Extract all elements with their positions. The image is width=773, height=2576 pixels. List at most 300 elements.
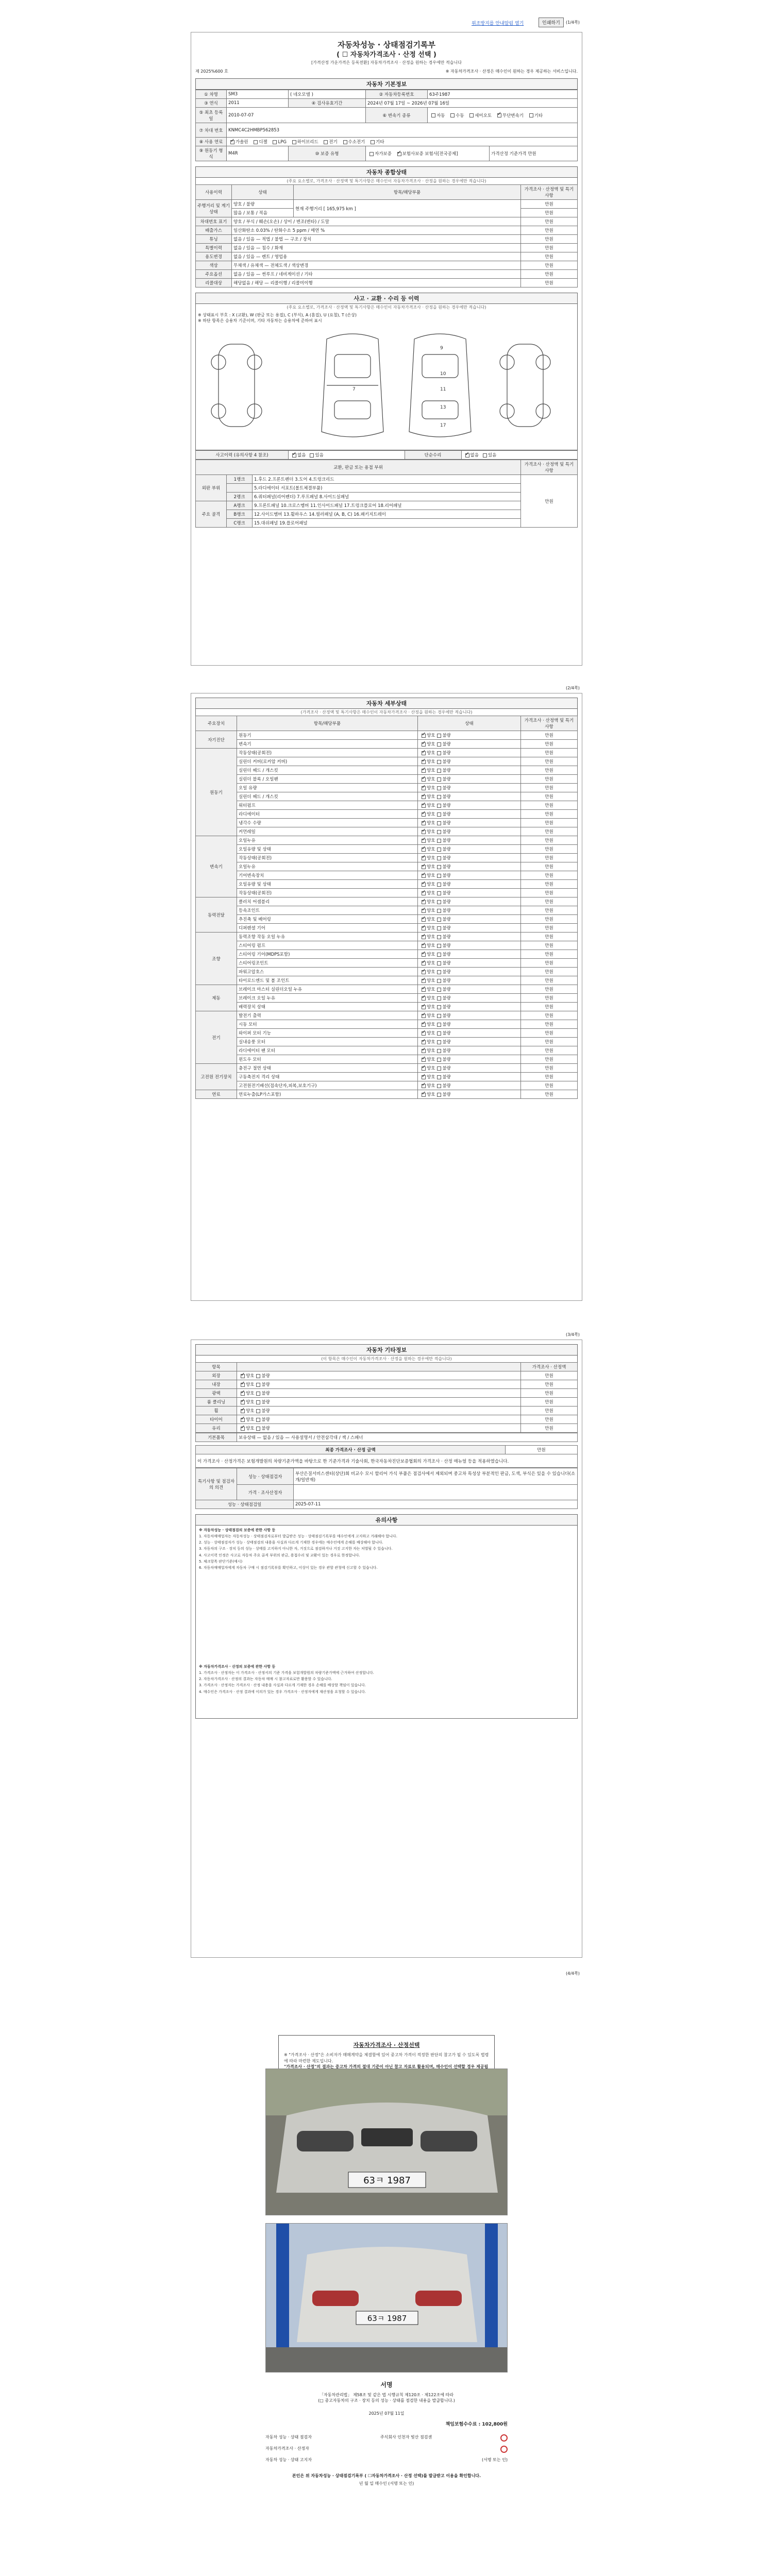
detail-item-label: 시동 모터 bbox=[237, 1020, 418, 1029]
detail-item-state bbox=[418, 880, 521, 889]
state-bad-label: 불량 bbox=[442, 865, 451, 870]
page-2 bbox=[191, 693, 582, 1301]
state-bad-label: 불량 bbox=[442, 987, 451, 992]
sign-foot-2: 년 월 일 매수인 (서명 또는 인) bbox=[359, 2481, 414, 2486]
state-bad-label: 불량 bbox=[442, 768, 451, 773]
status-options-value: 없음 / 있음 — 썬루프 / 네비게이션 / 기타 bbox=[232, 270, 521, 279]
verify-link[interactable]: 위조방지를 안내알림 열기 bbox=[472, 21, 524, 26]
status-row-options: 주요옵션 bbox=[196, 270, 232, 279]
detail-item-state bbox=[418, 784, 521, 792]
state-ok-label: 양호 bbox=[427, 882, 435, 887]
other-row bbox=[196, 1371, 578, 1380]
repair-label: 단순수리 bbox=[405, 451, 461, 460]
label-trans: ⑥ 변속기 종류 bbox=[366, 108, 428, 123]
a-rank-label: A랭크 bbox=[227, 501, 253, 510]
detail-row bbox=[196, 827, 578, 836]
other-item-label: 휠 bbox=[196, 1406, 237, 1415]
state-ok-label: 양호 bbox=[427, 1083, 435, 1089]
state-ok-label: 양호 bbox=[427, 1022, 435, 1027]
detail-row bbox=[196, 1081, 578, 1090]
value-year: 2011 bbox=[227, 99, 289, 108]
check-icon bbox=[422, 821, 426, 825]
state-ok-label: 양호 bbox=[427, 759, 435, 765]
checkbox-icon bbox=[256, 1409, 260, 1413]
detail-item-state bbox=[418, 906, 521, 915]
state-bad-label: 불량 bbox=[442, 1075, 451, 1080]
checkbox-icon bbox=[437, 777, 441, 782]
other-item-label: 외장 bbox=[196, 1371, 237, 1380]
detail-row bbox=[196, 784, 578, 792]
detail-item-label: 스티어링 기어(MDPS포함) bbox=[237, 950, 418, 959]
detail-item-unit: 만원 bbox=[521, 915, 578, 924]
detail-item-unit: 만원 bbox=[521, 1020, 578, 1029]
detail-item-label: 스티어링 펌프 bbox=[237, 941, 418, 950]
detail-row bbox=[196, 968, 578, 976]
check-icon bbox=[422, 1014, 426, 1018]
check-icon bbox=[422, 891, 426, 895]
detail-item-label: 실린더 헤드 / 개스킷 bbox=[237, 766, 418, 775]
sign-row1-left: 자동차 성능 · 상태 점검자 bbox=[265, 2435, 312, 2439]
checkbox-icon bbox=[437, 1040, 441, 1044]
final-note: 이 가격조사 · 산정가격은 보험개발원의 차량기준가액을 바탕으로 한 기준가격과 기술사회, 한국자동차진단보증협회의 가격조사 · 산정 매뉴얼 등을 적용하였습니다. bbox=[196, 1454, 578, 1468]
detail-item-unit: 만원 bbox=[521, 889, 578, 897]
checkbox-icon bbox=[437, 883, 441, 887]
state-ok-label: 양호 bbox=[427, 847, 435, 852]
select-text-2: "가격조사 · 산정"의 결과는 중고차 가격의 절대 기준이 아닌 참고 자료로 활용되며, 매수인이 선택할 경우 제공됩 bbox=[284, 2064, 489, 2070]
caution-sec-1: ※ 자동차성능 · 상태점검의 보증에 관한 사항 등 bbox=[199, 1528, 276, 1532]
caution-line: 3. 자동차의 구조 · 장치 등의 성능 · 상태를 고지하지 아니한 자, 거짓으로 점검하거나 거짓 고지한 자는 처벌될 수 있습니다. bbox=[199, 1547, 393, 1551]
detail-item-state bbox=[418, 950, 521, 959]
state-ok-label: 양호 bbox=[427, 908, 435, 913]
inspect-org-label: 성능 · 상태점검자 bbox=[237, 1468, 294, 1485]
state-ok-label: 양호 bbox=[427, 996, 435, 1001]
sign-fee: 책임보험수수료 : 102,800원 bbox=[445, 2422, 508, 2427]
accident-options: ✓ 없음 있음 bbox=[289, 451, 405, 460]
detail-item-unit: 만원 bbox=[521, 827, 578, 836]
detail-row bbox=[196, 959, 578, 968]
other-item-label: 유리 bbox=[196, 1424, 237, 1433]
accident-label: 사고이력 (유의사항 4 참조) bbox=[196, 451, 289, 460]
checkbox-icon bbox=[256, 1374, 260, 1378]
page-1 bbox=[191, 32, 582, 666]
detail-item-state bbox=[418, 871, 521, 880]
detail-item-label: 와이퍼 모터 기능 bbox=[237, 1029, 418, 1038]
detail-item-unit: 만원 bbox=[521, 766, 578, 775]
detail-item-unit: 만원 bbox=[521, 810, 578, 819]
caution-sec-2: ※ 자동차가격조사 · 산정의 보증에 관한 사항 등 bbox=[199, 1664, 276, 1669]
sign-foot: 본인은 위 자동차성능 · 상태점검기록부 ( ☐자동차가격조사 · 산정 선택)를 발급받고 이용을 확인합니다. bbox=[292, 2473, 481, 2478]
checkbox-icon bbox=[256, 1427, 260, 1431]
status-row-usage: 용도변경 bbox=[196, 252, 232, 261]
state-ok-label: 양호 bbox=[427, 1005, 435, 1010]
checkbox-icon bbox=[437, 996, 441, 1001]
status-unit-5: 만원 bbox=[521, 244, 578, 252]
state-ok-label: 양호 bbox=[427, 1066, 435, 1071]
page-indicator-1: (1/4쪽) bbox=[566, 20, 580, 25]
status-unit-9: 만원 bbox=[521, 279, 578, 287]
check-icon bbox=[422, 979, 426, 983]
svg-text:11: 11 bbox=[440, 387, 446, 393]
checkbox-icon bbox=[437, 1005, 441, 1009]
doc-number: 제 2025%600 호 bbox=[195, 69, 228, 74]
checkbox-icon bbox=[437, 821, 441, 825]
sign-law-2: (□ 중고자동차의 구조 · 장치 등의 성능 · 상태를 점검한 내용을 발급합니다.) bbox=[318, 2398, 455, 2403]
other-row bbox=[196, 1398, 578, 1406]
parts-price: 가격조사 · 산정액 및 특기사항 bbox=[521, 460, 578, 475]
caution-line: 3. 가격조사 · 산정자는 가격조사 · 산정 내용을 사실과 다르게 기재한 경우 손해를 배상할 책임이 있습니다. bbox=[199, 1683, 366, 1688]
detail-item-unit: 만원 bbox=[521, 1055, 578, 1064]
status-mileage-level: 많음 / 보통 / 적음 bbox=[232, 209, 294, 217]
status-col-state: 상태 bbox=[232, 185, 294, 200]
doc-short-notice: ※ 자동차가격조사 · 산정은 매수인이 원하는 경우 제공하는 서비스입니다. bbox=[445, 69, 578, 74]
check-icon bbox=[241, 1383, 245, 1387]
detail-row bbox=[196, 933, 578, 941]
detail-title: 자동차 세부상태 bbox=[195, 698, 578, 709]
caution-line: 1. 가격조사 · 산정자는 이 가격조사 · 산정서의 기준 가격을 보험개발원의 차량기준가액에 근거하여 산정합니다. bbox=[199, 1671, 374, 1675]
detail-row bbox=[196, 854, 578, 862]
state-bad-label: 불량 bbox=[442, 1083, 451, 1089]
label-engine: ⑨ 원동기 형식 bbox=[196, 146, 227, 161]
detail-item-label: 작동상태(공회전) bbox=[237, 889, 418, 897]
detail-item-label: 디퍼렌셜 기어 bbox=[237, 924, 418, 933]
check-icon bbox=[422, 848, 426, 852]
state-bad-label: 불량 bbox=[442, 978, 451, 984]
label-inspect: ④ 검사유효기간 bbox=[289, 99, 366, 108]
checkbox-icon bbox=[437, 1014, 441, 1018]
status-color-value: 무채색 / 유채색 — 전체도색 / 색상변경 bbox=[232, 261, 521, 270]
check-icon bbox=[422, 865, 426, 869]
checkbox-icon bbox=[256, 1392, 260, 1396]
detail-item-unit: 만원 bbox=[521, 784, 578, 792]
check-icon bbox=[422, 742, 426, 747]
detail-item-state bbox=[418, 862, 521, 871]
parts-unit: 만원 bbox=[521, 475, 578, 528]
detail-group-label: 연료 bbox=[196, 1090, 237, 1099]
state-ok-label: 양호 bbox=[427, 1075, 435, 1080]
rank1-items: 1.후드 2.프론트펜더 3.도어 4.트렁크리드 bbox=[253, 475, 521, 484]
check-icon bbox=[422, 970, 426, 974]
label-first-reg: ⑤ 최초 등록일 bbox=[196, 108, 227, 123]
detail-item-label: 커먼레일 bbox=[237, 827, 418, 836]
state-bad-label: 불량 bbox=[442, 908, 451, 913]
label-name: ① 차명 bbox=[196, 90, 227, 99]
detail-item-unit: 만원 bbox=[521, 792, 578, 801]
detail-item-unit: 만원 bbox=[521, 731, 578, 740]
value-reg: 63주1987 bbox=[428, 90, 578, 99]
detail-item-state bbox=[418, 897, 521, 906]
caution-body bbox=[195, 1526, 578, 1719]
detail-item-state bbox=[418, 1029, 521, 1038]
detail-item-label: 동력조향 작동 오일 누유 bbox=[237, 933, 418, 941]
detail-item-state bbox=[418, 792, 521, 801]
final-unit: 만원 bbox=[506, 1446, 578, 1454]
detail-group-label: 변속기 bbox=[196, 836, 237, 897]
detail-row bbox=[196, 862, 578, 871]
state-bad-label: 불량 bbox=[261, 1374, 270, 1379]
rank2-label: 2랭크 bbox=[227, 493, 253, 501]
detail-row bbox=[196, 845, 578, 854]
detail-item-unit: 만원 bbox=[521, 897, 578, 906]
detail-item-label: 라디에이터 팬 모터 bbox=[237, 1046, 418, 1055]
check-icon bbox=[422, 856, 426, 860]
detail-row bbox=[196, 871, 578, 880]
detail-item-label: 오일누유 bbox=[237, 836, 418, 845]
label-fuel: ⑧ 사용 연료 bbox=[196, 138, 227, 146]
detail-item-unit: 만원 bbox=[521, 924, 578, 933]
basic-items-value: 보유상태 — 없음 / 있음 — 사용설명서 / 안전삼각대 / 잭 / 스패너 bbox=[237, 1433, 578, 1442]
checkbox-icon bbox=[437, 961, 441, 965]
detail-item-unit: 만원 bbox=[521, 933, 578, 941]
checkbox-icon bbox=[437, 891, 441, 895]
detail-item-state bbox=[418, 810, 521, 819]
detail-row bbox=[196, 1020, 578, 1029]
check-icon bbox=[422, 760, 426, 764]
label-warranty: ⑩ 보증 유형 bbox=[289, 146, 366, 161]
detail-group-label: 자기진단 bbox=[196, 731, 237, 749]
detail-item-state bbox=[418, 1003, 521, 1011]
check-icon bbox=[422, 1005, 426, 1009]
check-icon bbox=[422, 926, 426, 930]
car-damage-diagram bbox=[198, 324, 579, 447]
check-icon bbox=[422, 812, 426, 817]
detail-row bbox=[196, 950, 578, 959]
detail-row bbox=[196, 801, 578, 810]
checkbox-icon bbox=[437, 1049, 441, 1053]
rank2-items: 6.쿼터패널(리어펜더) 7.루프패널 8.사이드실패널 bbox=[253, 493, 521, 501]
damage-legend: ※ 상태표시 부호 : X (교환), W (판금 또는 용접), C (부식), A (흠집), U (요철), T (손상) bbox=[198, 313, 357, 318]
check-icon bbox=[422, 734, 426, 738]
detail-item-label: 등속조인트 bbox=[237, 906, 418, 915]
status-row-recall: 리콜대상 bbox=[196, 279, 232, 287]
detail-item-label: 작동상태(공회전) bbox=[237, 749, 418, 757]
detail-item-label: 추진축 및 베어링 bbox=[237, 915, 418, 924]
print-button[interactable]: 인쇄하기 bbox=[539, 18, 564, 27]
detail-item-state bbox=[418, 1011, 521, 1020]
check-icon bbox=[422, 804, 426, 808]
page-indicator-3: (3/4쪽) bbox=[566, 1332, 580, 1337]
detail-item-state bbox=[418, 801, 521, 810]
check-icon bbox=[241, 1374, 245, 1378]
check-icon bbox=[422, 918, 426, 922]
rank1-label: 1랭크 bbox=[227, 475, 253, 484]
a-rank-items: 9.프론트패널 10.크로스멤버 11.인사이드패널 17.트렁크플로어 18.리어패널 bbox=[253, 501, 521, 510]
check-icon bbox=[422, 1040, 426, 1044]
detail-item-state bbox=[418, 889, 521, 897]
status-unit-3: 만원 bbox=[521, 226, 578, 235]
checkbox-icon bbox=[437, 795, 441, 799]
state-bad-label: 불량 bbox=[442, 891, 451, 896]
detail-item-label: 오일유량 및 상태 bbox=[237, 880, 418, 889]
detail-row bbox=[196, 766, 578, 775]
other-item-unit: 만원 bbox=[521, 1389, 578, 1398]
detail-col-price: 가격조사 · 산정액 및 특기사항 bbox=[521, 716, 578, 731]
status-row-emission: 배출가스 bbox=[196, 226, 232, 235]
check-icon bbox=[422, 883, 426, 887]
final-title: 최종 가격조사 · 산정 금액 bbox=[196, 1446, 506, 1454]
photo-front bbox=[265, 2069, 508, 2215]
other-item-unit: 만원 bbox=[521, 1371, 578, 1380]
status-vin-value: 양호 / 부식 / 훼손(오손) / 상이 / 변조(변타) / 도말 bbox=[232, 217, 521, 226]
detail-row bbox=[196, 1029, 578, 1038]
checkbox-icon bbox=[437, 926, 441, 930]
check-icon bbox=[422, 830, 426, 834]
detail-item-label: 워터펌프 bbox=[237, 801, 418, 810]
detail-item-label: 작동상태(공회전) bbox=[237, 854, 418, 862]
detail-item-unit: 만원 bbox=[521, 1064, 578, 1073]
page-3 bbox=[191, 1340, 582, 1958]
checkbox-icon bbox=[437, 769, 441, 773]
detail-item-label: 변속기 bbox=[237, 740, 418, 749]
checkbox-icon bbox=[437, 1075, 441, 1079]
other-row bbox=[196, 1415, 578, 1424]
check-icon bbox=[422, 1066, 426, 1071]
damage-note: (주요 요소별로, 가격조사 · 산정액 및 특기사항은 매수인이 자동차가격조사 · 산정을 원하는 경우에만 적습니다) bbox=[195, 304, 578, 311]
detail-item-label: 라디에이터 bbox=[237, 810, 418, 819]
status-unit-6: 만원 bbox=[521, 252, 578, 261]
status-table bbox=[195, 184, 578, 287]
sign-row3-left: 자동차 성능 · 상태 고지자 bbox=[265, 2458, 312, 2462]
state-ok-label: 양호 bbox=[427, 777, 435, 782]
detail-item-unit: 만원 bbox=[521, 1073, 578, 1081]
other-item-label: 룸 클리닝 bbox=[196, 1398, 237, 1406]
state-bad-label: 불량 bbox=[442, 733, 451, 738]
state-ok-label: 양호 bbox=[427, 803, 435, 808]
state-bad-label: 불량 bbox=[442, 803, 451, 808]
detail-col-state: 상태 bbox=[418, 716, 521, 731]
detail-item-state bbox=[418, 1038, 521, 1046]
checkbox-icon bbox=[437, 874, 441, 878]
plate-rear: 63ㅋ 1987 bbox=[367, 2314, 407, 2323]
state-bad-label: 불량 bbox=[442, 812, 451, 817]
price-org-label: 가격 · 조사산정자 bbox=[237, 1485, 294, 1500]
detail-table bbox=[195, 716, 578, 1099]
checkbox-icon bbox=[437, 1084, 441, 1088]
check-icon bbox=[422, 839, 426, 843]
state-ok-label: 양호 bbox=[427, 935, 435, 940]
checkbox-icon bbox=[437, 812, 441, 817]
detail-item-state bbox=[418, 968, 521, 976]
check-icon bbox=[422, 795, 426, 799]
check-icon bbox=[422, 1058, 426, 1062]
detail-item-label: 파워고압호스 bbox=[237, 968, 418, 976]
other-col-price: 가격조사 · 산정액 bbox=[521, 1363, 578, 1371]
state-bad-label: 불량 bbox=[442, 996, 451, 1001]
check-icon bbox=[422, 1084, 426, 1088]
detail-item-state bbox=[418, 819, 521, 827]
svg-text:17: 17 bbox=[440, 423, 446, 429]
check-icon bbox=[422, 996, 426, 1001]
detail-item-label: 실린더 커버(로커암 커버) bbox=[237, 757, 418, 766]
select-title: 자동차가격조사 · 산정선택 bbox=[353, 2042, 420, 2048]
state-bad-label: 불량 bbox=[442, 1005, 451, 1010]
detail-row bbox=[196, 985, 578, 994]
check-icon bbox=[241, 1427, 245, 1431]
other-note: (이 항목은 매수인이 자동차가격조사 · 산정을 원하는 경우에만 적습니다) bbox=[195, 1355, 578, 1362]
detail-row bbox=[196, 1073, 578, 1081]
value-trim: ( 네오모델 ) bbox=[289, 90, 366, 99]
state-ok-label: 양호 bbox=[427, 768, 435, 773]
state-ok-label: 양호 bbox=[427, 1031, 435, 1036]
parts-table bbox=[195, 460, 578, 528]
detail-item-unit: 만원 bbox=[521, 836, 578, 845]
page-indicator-2: (2/4쪽) bbox=[566, 686, 580, 690]
detail-item-state bbox=[418, 854, 521, 862]
state-ok-label: 양호 bbox=[427, 1048, 435, 1054]
detail-item-label: 원동기 bbox=[237, 731, 418, 740]
state-bad-label: 불량 bbox=[442, 900, 451, 905]
checkbox-icon bbox=[437, 900, 441, 904]
detail-item-unit: 만원 bbox=[521, 854, 578, 862]
inspect-org-value: 부산은질서비스센터(상단)회 비교수 모시 할리어 가식 부품은 점검사에서 제외되며 중고차 특성상 부분적인 판금, 도색, 부식은 있을 수 있습니다(소개/일반재) bbox=[294, 1468, 578, 1485]
status-unit-8: 만원 bbox=[521, 270, 578, 279]
state-ok-label: 양호 bbox=[427, 987, 435, 992]
detail-row bbox=[196, 1038, 578, 1046]
detail-row bbox=[196, 994, 578, 1003]
state-ok-label: 양호 bbox=[427, 1040, 435, 1045]
other-row bbox=[196, 1406, 578, 1415]
detail-item-state bbox=[418, 731, 521, 740]
state-bad-label: 불량 bbox=[442, 856, 451, 861]
state-bad-label: 불량 bbox=[442, 882, 451, 887]
outer-label: 외판 부위 bbox=[196, 475, 227, 501]
status-row-color: 색상 bbox=[196, 261, 232, 270]
checkbox-icon bbox=[256, 1383, 260, 1387]
page-indicator-4: (4/4쪽) bbox=[566, 1971, 580, 1976]
detail-item-unit: 만원 bbox=[521, 976, 578, 985]
other-row bbox=[196, 1380, 578, 1389]
detail-item-state bbox=[418, 994, 521, 1003]
detail-row bbox=[196, 1003, 578, 1011]
other-row bbox=[196, 1424, 578, 1433]
inspect-date-value: 2025-07-11 bbox=[294, 1500, 578, 1509]
checkbox-icon bbox=[437, 918, 441, 922]
detail-item-state bbox=[418, 985, 521, 994]
detail-item-label: 브레이크 오일 누유 bbox=[237, 994, 418, 1003]
value-inspect: 2024년 07월 17일 ~ 2026년 07월 16일 bbox=[366, 99, 578, 108]
b-rank-label: B랭크 bbox=[227, 510, 253, 519]
checkbox-icon bbox=[437, 839, 441, 843]
checkbox-icon bbox=[437, 988, 441, 992]
checkbox-icon bbox=[437, 856, 441, 860]
checkbox-icon bbox=[437, 1066, 441, 1071]
detail-item-state bbox=[418, 1073, 521, 1081]
detail-item-unit: 만원 bbox=[521, 880, 578, 889]
state-ok-label: 양호 bbox=[427, 838, 435, 843]
state-bad-label: 불량 bbox=[442, 970, 451, 975]
check-icon bbox=[422, 786, 426, 790]
check-icon bbox=[422, 769, 426, 773]
detail-item-label: 연료누출(LP가스포함) bbox=[237, 1090, 418, 1099]
status-col-price: 가격조사 · 산정액 및 특기사항 bbox=[521, 185, 578, 200]
other-item-state bbox=[237, 1415, 521, 1424]
caution-line: 4. 사고이력 인정은 사고로 자동차 주요 골격 부위의 판금, 용접수리 및 교환이 있는 경우로 한정합니다. bbox=[199, 1553, 360, 1557]
state-bad-label: 불량 bbox=[442, 1040, 451, 1045]
detail-item-label: 기어변속장치 bbox=[237, 871, 418, 880]
rank1-items-b: 5.라디에이터 서포트(볼트체결부품) bbox=[253, 484, 521, 493]
state-ok-label: 양호 bbox=[427, 952, 435, 957]
checkbox-icon bbox=[437, 742, 441, 747]
detail-group-label: 전기 bbox=[196, 1011, 237, 1064]
detail-item-state bbox=[418, 924, 521, 933]
other-item-state bbox=[237, 1380, 521, 1389]
detail-item-unit: 만원 bbox=[521, 819, 578, 827]
c-rank-label: C랭크 bbox=[227, 519, 253, 528]
state-bad-label: 불량 bbox=[442, 1066, 451, 1071]
detail-item-state bbox=[418, 775, 521, 784]
state-ok-label: 양호 bbox=[427, 733, 435, 738]
status-mileage-value: 현재 주행거리 [ 165,975 km ] bbox=[294, 200, 521, 217]
state-ok-label: 양호 bbox=[427, 794, 435, 800]
